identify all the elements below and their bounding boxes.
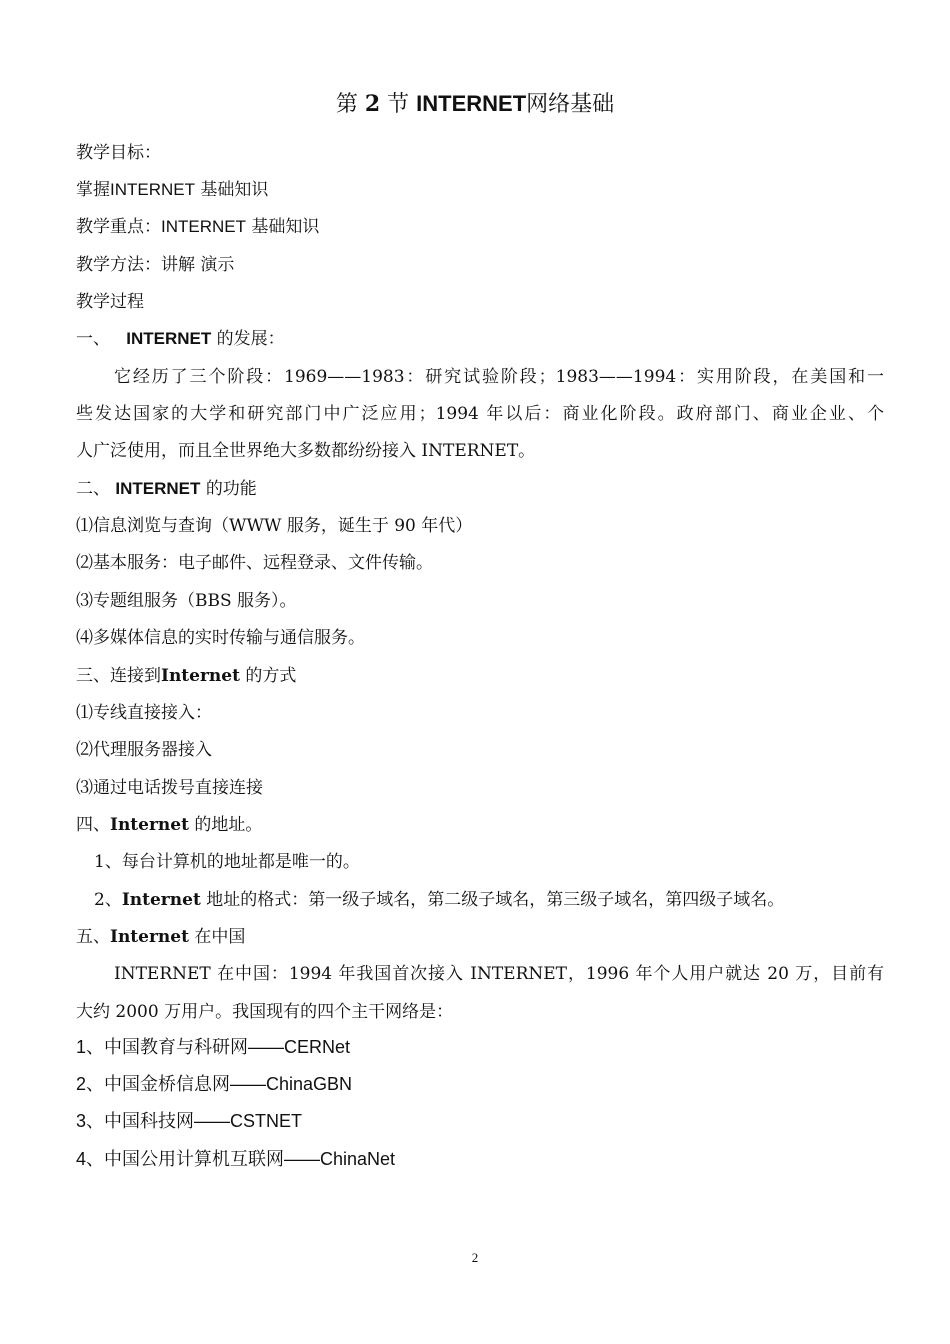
method-line: 教学方法：讲解 演示 (76, 255, 235, 275)
list-item: ⑴专线直接接入： (76, 703, 212, 723)
section2-keyword: INTERNET (115, 479, 201, 498)
title-name: INTERNET (416, 91, 527, 116)
network-item: 4、中国公用计算机互联网——ChinaNet (76, 1149, 396, 1169)
section5-heading (76, 925, 245, 949)
section3-keyword: Internet (161, 666, 240, 686)
section4-item2-keyword: Internet (121, 890, 201, 910)
section4-rest: 的地址。 (188, 815, 263, 835)
goal-text-c: 基础知识 (200, 180, 269, 200)
network-item: 3、中国科技网——CSTNET (76, 1111, 303, 1131)
section4-keyword: Internet (110, 815, 189, 835)
goal-text (76, 178, 268, 202)
section1-para-line2: 些发达国家的大学和研究部门中广泛应用；1994 年以后：商业化阶段。政府部门、商业企业、个 (76, 404, 884, 424)
section4-item2-rest: 地址的格式：第一级子域名，第二级子域名，第三级子域名，第四级子域名。 (200, 890, 785, 910)
title-section: 节 (387, 92, 410, 117)
section1-rest: 的发展： (216, 329, 285, 349)
section4-item2-num: 2、 (94, 890, 122, 910)
section2-rest: 的功能 (205, 479, 257, 499)
section4-num: 四、 (76, 815, 110, 835)
list-item: ⑷多媒体信息的实时传输与通信服务。 (76, 628, 365, 648)
list-item: ⑶专题组服务（BBS 服务）。 (76, 591, 297, 611)
section1-para-line3: 人广泛使用，而且全世界绝大多数都纷纷接入 INTERNET。 (76, 441, 536, 461)
title-prefix: 第 (335, 92, 358, 117)
section4-heading (76, 813, 262, 837)
section3-num: 三、连接到 (76, 666, 161, 686)
title-number: 2 (364, 91, 381, 117)
list-item: ⑴信息浏览与查询（WWW 服务，诞生于 90 年代） (76, 516, 473, 536)
focus-c: 基础知识 (251, 217, 320, 237)
focus-line (76, 215, 319, 239)
section1-para-line1: 它经历了三个阶段：1969——1983：研究试验阶段；1983——1994：实用阶段，在美国和一 (114, 367, 884, 387)
section5-para-line1: INTERNET 在中国：1994 年我国首次接入 INTERNET，1996 年个人用户就达 20 万，目前有 (114, 964, 884, 984)
section1-num: 一、 (76, 329, 110, 349)
section4-item2 (94, 888, 784, 912)
goal-text-b: INTERNET (110, 180, 195, 199)
list-item: ⑶通过电话拨号直接连接 (76, 778, 263, 798)
section5-para-line2: 大约 2000 万用户。我国现有的四个主干网络是： (76, 1002, 454, 1022)
section1-keyword: INTERNET (126, 329, 212, 348)
section4-item1: 1、每台计算机的地址都是唯一的。 (94, 852, 360, 872)
goal-text-a: 掌握 (76, 180, 110, 200)
page-title (0, 88, 950, 121)
page-number: 2 (471, 1250, 479, 1265)
section2-num: 二、 (76, 479, 110, 499)
goal-label: 教学目标： (76, 143, 161, 163)
title-suffix: 网络基础 (526, 92, 615, 117)
section5-rest: 在中国 (188, 927, 246, 947)
list-item: ⑵代理服务器接入 (76, 740, 212, 760)
process-line: 教学过程 (76, 292, 144, 312)
section3-rest: 的方式 (239, 666, 297, 686)
section5-keyword: Internet (110, 927, 189, 947)
section3-heading (76, 664, 296, 688)
focus-a: 教学重点： (76, 217, 161, 237)
network-item: 2、中国金桥信息网——ChinaGBN (76, 1074, 353, 1094)
section2-heading (76, 477, 257, 501)
focus-b: INTERNET (161, 217, 246, 236)
list-item: ⑵基本服务：电子邮件、远程登录、文件传输。 (76, 553, 433, 573)
network-item: 1、中国教育与科研网——CERNet (76, 1037, 351, 1057)
section1-heading (76, 327, 285, 351)
section5-num: 五、 (76, 927, 110, 947)
